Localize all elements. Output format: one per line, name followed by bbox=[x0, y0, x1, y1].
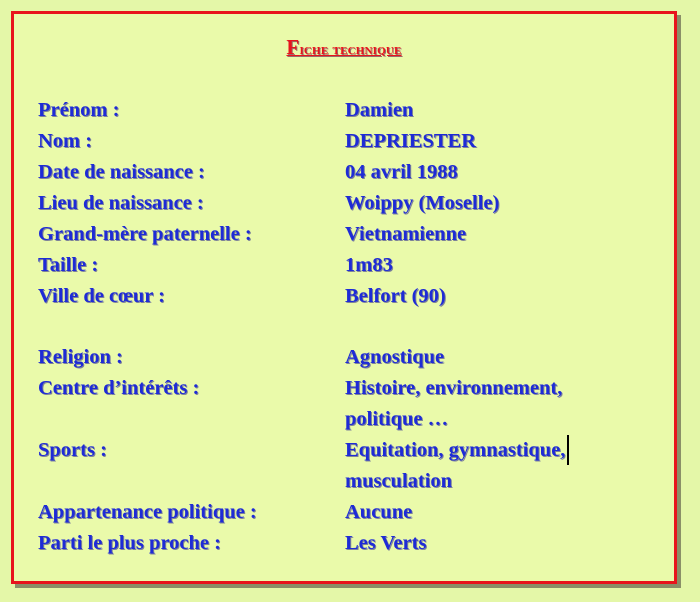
label-date-naissance: Date de naissance : bbox=[38, 161, 205, 183]
value-prenom: Damien bbox=[345, 99, 414, 121]
value-sports-line2: musculation bbox=[345, 470, 453, 492]
row-ville-coeur bbox=[38, 281, 658, 312]
value-lieu-naissance: Woippy (Moselle) bbox=[345, 192, 500, 214]
row-parti-proche bbox=[38, 528, 658, 559]
row-nom bbox=[38, 126, 658, 157]
label-appartenance-politique: Appartenance politique : bbox=[38, 501, 257, 523]
fiche-card bbox=[11, 11, 677, 584]
label-centre-interets: Centre d’intérêts : bbox=[38, 377, 200, 399]
label-lieu-naissance: Lieu de naissance : bbox=[38, 192, 204, 214]
label-grand-mere: Grand-mère paternelle : bbox=[38, 223, 252, 245]
title-initial: F bbox=[286, 35, 300, 59]
page-title bbox=[14, 35, 674, 60]
value-appartenance-politique: Aucune bbox=[345, 501, 413, 523]
value-grand-mere: Vietnamienne bbox=[345, 223, 467, 245]
value-ville-coeur: Belfort (90) bbox=[345, 285, 446, 307]
row-appartenance-politique bbox=[38, 497, 658, 528]
label-parti-proche: Parti le plus proche : bbox=[38, 532, 221, 554]
label-religion: Religion : bbox=[38, 346, 123, 368]
value-religion: Agnostique bbox=[345, 346, 445, 368]
title-rest: iche technique bbox=[299, 41, 402, 58]
row-grand-mere bbox=[38, 219, 658, 250]
value-taille: 1m83 bbox=[345, 254, 393, 276]
value-sports[interactable] bbox=[345, 435, 658, 497]
label-taille: Taille : bbox=[38, 254, 99, 276]
row-taille bbox=[38, 250, 658, 281]
row-religion bbox=[38, 342, 658, 373]
value-centre-interets: Histoire, environnement, politique … bbox=[345, 377, 563, 430]
value-nom: DEPRIESTER bbox=[345, 130, 477, 152]
text-cursor bbox=[567, 435, 569, 465]
value-parti-proche: Les Verts bbox=[345, 532, 427, 554]
row-sports bbox=[38, 435, 658, 497]
value-date-naissance: 04 avril 1988 bbox=[345, 161, 458, 183]
row-date-naissance bbox=[38, 157, 658, 188]
label-sports: Sports : bbox=[38, 439, 107, 461]
row-lieu-naissance bbox=[38, 188, 658, 219]
row-centre-interets bbox=[38, 373, 658, 435]
label-ville-coeur: Ville de cœur : bbox=[38, 285, 165, 307]
row-prenom bbox=[38, 95, 658, 126]
value-sports-line1: Equitation, gymnastique, bbox=[345, 439, 566, 461]
label-nom: Nom : bbox=[38, 130, 93, 152]
label-prenom: Prénom : bbox=[38, 99, 120, 121]
info-list bbox=[38, 95, 658, 559]
